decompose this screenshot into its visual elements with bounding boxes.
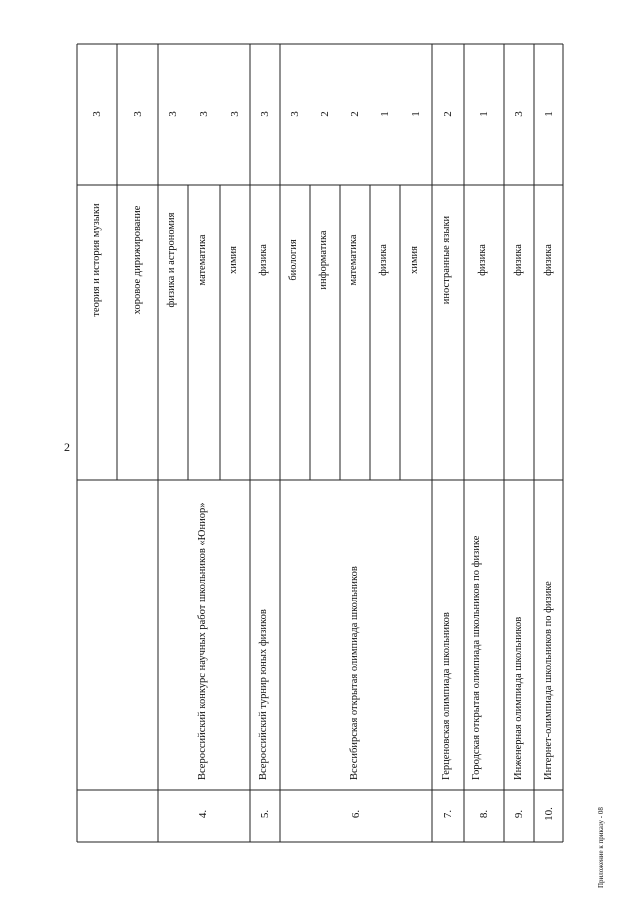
row-number: 4. xyxy=(197,809,209,819)
subject-cell: иностранные языки xyxy=(441,215,452,305)
subject-cell: физика xyxy=(513,244,524,276)
level-cell: 1 xyxy=(379,111,391,117)
subject-cell: теория и история музыки xyxy=(91,203,102,317)
subject-cell: физика и астрономия xyxy=(166,212,177,308)
subject-cell: физика xyxy=(258,244,269,276)
level-cell: 2 xyxy=(442,111,454,117)
subject-cell: математика xyxy=(197,234,208,286)
olympiad-name: Всероссийский турнир юных физиков xyxy=(258,609,269,780)
row-number: 7. xyxy=(442,809,454,819)
olympiad-name: Всесибирская открытая олимпиада школьников xyxy=(349,566,360,780)
level-cell: 3 xyxy=(198,111,210,117)
subject-cell: химия xyxy=(228,246,239,274)
level-cell: 1 xyxy=(478,111,490,117)
footer-note: Приложение к приказу - 08 xyxy=(597,807,605,888)
level-cell: 2 xyxy=(319,111,331,117)
level-cell: 3 xyxy=(259,111,271,117)
row-number: 10. xyxy=(543,807,555,821)
row-number: 8. xyxy=(478,809,490,819)
level-cell: 3 xyxy=(229,111,241,117)
row-number: 6. xyxy=(350,809,362,819)
subject-cell: математика xyxy=(348,234,359,286)
subject-cell: физика xyxy=(477,244,488,276)
olympiad-name: Всероссийский конкурс научных работ школьников «Юниор» xyxy=(197,502,208,780)
page-number: 2 xyxy=(64,440,70,454)
subject-cell: информатика xyxy=(318,230,329,290)
subject-cell: хоровое дирижирование xyxy=(132,205,143,315)
subject-cell: физика xyxy=(543,244,554,276)
row-number: 9. xyxy=(513,809,525,819)
level-cell: 3 xyxy=(91,111,103,117)
level-cell: 3 xyxy=(132,111,144,117)
olympiad-name: Герценовская олимпиада школьников xyxy=(441,612,452,780)
level-cell: 3 xyxy=(289,111,301,117)
level-cell: 3 xyxy=(513,111,525,117)
olympiad-name: Городская открытая олимпиада школьников по физике xyxy=(471,535,482,780)
subject-cell: физика xyxy=(378,244,389,276)
level-cell: 2 xyxy=(349,111,361,117)
row-number: 5. xyxy=(259,809,271,819)
level-cell: 3 xyxy=(167,111,179,117)
olympiad-name: Интернет-олимпиада школьников по физике xyxy=(543,581,554,780)
subject-cell: химия xyxy=(409,246,420,274)
olympiad-name: Инженерная олимпиада школьников xyxy=(513,616,524,780)
level-cell: 1 xyxy=(543,111,555,117)
subject-cell: биология xyxy=(288,239,299,281)
level-cell: 1 xyxy=(410,111,422,117)
